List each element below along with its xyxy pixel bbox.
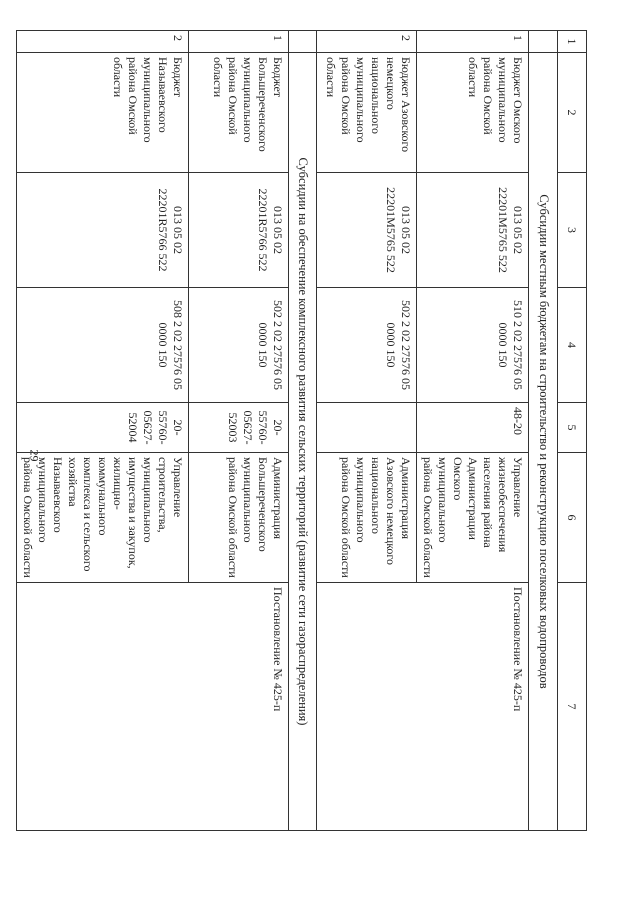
- budget-code: 013 05 02 22201M5765 522: [317, 173, 417, 288]
- header-cell: 6: [558, 453, 587, 583]
- row-number: 1: [417, 31, 529, 53]
- table-row: [188, 31, 288, 831]
- budget-name: Бюджет Азовского немецкого национального муниципального района Омской области: [317, 53, 417, 173]
- header-cell: 4: [558, 288, 587, 403]
- administrator: Управление строительства, муниципального имущества и закупок, жилищно-коммунального комплекса и сельского хозяйства Называевского муниципального района Омской области: [16, 453, 188, 583]
- header-cell: 5: [558, 403, 587, 453]
- row-number: 1: [188, 31, 288, 53]
- budget-code: 013 05 02 22201M5765 522: [417, 173, 529, 288]
- header-cell: 2: [558, 53, 587, 173]
- legal-document: Постановление № 425-п: [16, 583, 288, 831]
- section-title-row: [288, 31, 317, 831]
- administrator: Администрация Большереченского муниципального района Омской области: [188, 453, 288, 583]
- section-title-row: [529, 31, 558, 831]
- administrator: Администрация Азовского немецкого национального муниципального района Омской области: [317, 453, 417, 583]
- income-code: 508 2 02 27576 05 0000 150: [16, 288, 188, 403]
- header-cell: 3: [558, 173, 587, 288]
- header-cell: 1: [558, 31, 587, 53]
- reference-number: [317, 403, 417, 453]
- section-title: Субсидии местным бюджетам на строительство и реконструкцию поселковых водопроводов: [529, 53, 558, 831]
- page-number: 29: [27, 449, 42, 462]
- budget-name: Бюджет Большереченского муниципального района Омской области: [188, 53, 288, 173]
- empty-cell: [529, 31, 558, 53]
- reference-number: 48-20: [417, 403, 529, 453]
- legal-document: Постановление № 425-п: [317, 583, 529, 831]
- header-row: [558, 31, 587, 831]
- budget-name: Бюджет Называевского муниципального района Омской области: [16, 53, 188, 173]
- income-code: 510 2 02 27576 05 0000 150: [417, 288, 529, 403]
- income-code: 502 2 02 27576 05 0000 150: [317, 288, 417, 403]
- reference-number: 20-55760-05627-52003: [188, 403, 288, 453]
- administrator: Управление жизнеобеспечения населения района Администрации Омского муниципального района Омской области: [417, 453, 529, 583]
- budget-code: 013 05 02 22201R5766 522: [16, 173, 188, 288]
- budget-code: 013 05 02 22201R5766 522: [188, 173, 288, 288]
- empty-cell: [288, 31, 317, 53]
- header-cell: 7: [558, 583, 587, 831]
- reference-number: 20-55760-05627-52004: [16, 403, 188, 453]
- budget-table: [16, 30, 587, 831]
- row-number: 2: [16, 31, 188, 53]
- row-number: 2: [317, 31, 417, 53]
- section-title: Субсидии на обеспечение комплексного развития сельских территорий (развитие сети газораспределения): [288, 53, 317, 831]
- income-code: 502 2 02 27576 05 0000 150: [188, 288, 288, 403]
- budget-name: Бюджет Омского муниципального района Омской области: [417, 53, 529, 173]
- table-row: [417, 31, 529, 831]
